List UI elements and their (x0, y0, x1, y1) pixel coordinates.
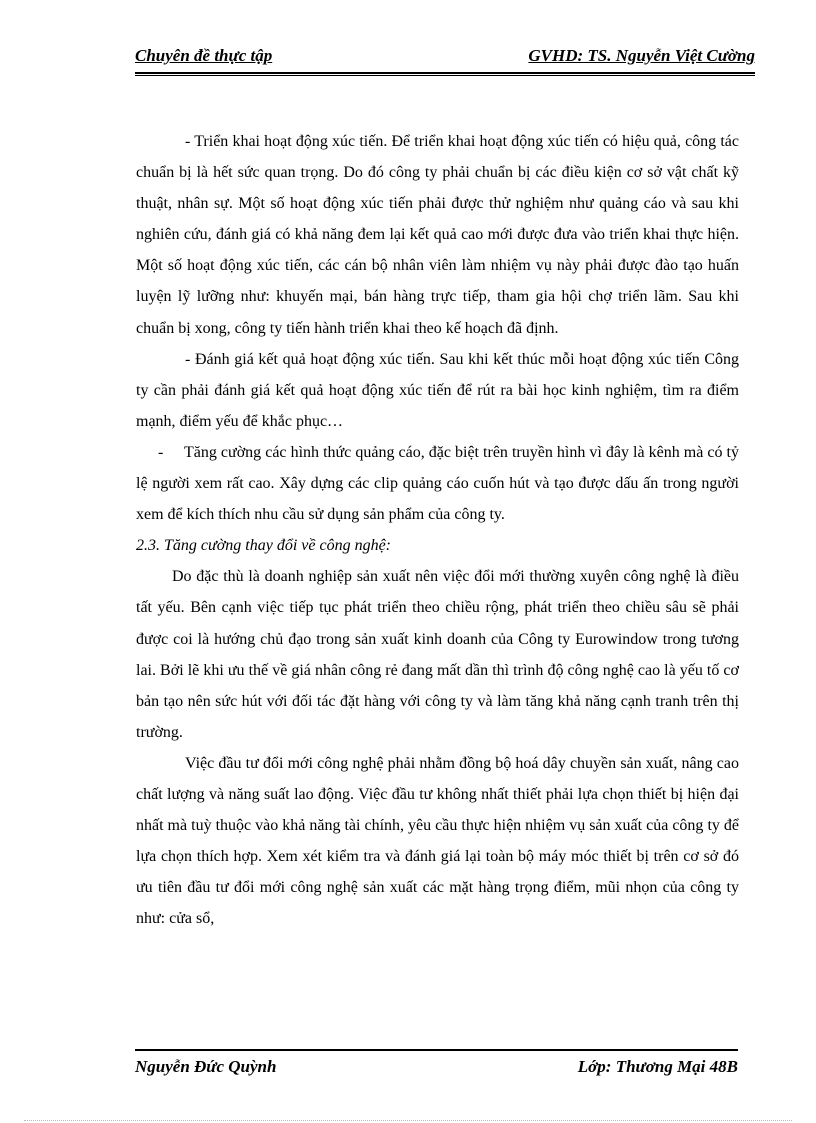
footer-class: Lớp: Thương Mại 48B (577, 1057, 738, 1076)
header-rule (135, 72, 755, 76)
list-dash: - (158, 443, 164, 461)
paragraph-technology-necessity: Do đặc thù là doanh nghiệp sản xuất nên việc đổi mới thường xuyên công nghệ là điều tất yếu. Bên cạnh việc tiếp tục phát triển theo chiều rộng, phát triển theo chiều sâu sẽ phải được coi là hướng chủ đạo trong sản xuất kinh doanh của Công ty Eurowindow trong tương lai. Bởi lẽ khi ưu thế về giá nhân công rẻ đang mất dần thì trình độ công nghệ cao là yếu tố cơ bản tạo nên sức hút với đối tác đặt hàng với công ty và làm tăng khả năng cạnh tranh trên thị trường. (136, 568, 739, 741)
list-item-text: Tăng cường các hình thức quảng cáo, đặc biệt trên truyền hình vì đây là kênh mà có tỷ lệ người xem rất cao. Xây dựng các clip quảng cáo cuốn hút và tạo được dấu ấn trong người xem để kích thích nhu cầu sử dụng sản phẩm của công ty. (136, 443, 739, 524)
paragraph-promotion-evaluation: - Đánh giá kết quả hoạt động xúc tiến. Sau khi kết thúc mỗi hoạt động xúc tiến Công ty cần phải đánh giá kết quả hoạt động xúc tiến để rút ra bài học kinh nghiệm, tìm ra điểm mạnh, điểm yếu để khắc phục… (136, 350, 739, 430)
footer-rule (135, 1049, 738, 1051)
page-header (135, 46, 755, 74)
header-advisor: GVHD: TS. Nguyễn Việt Cường (528, 46, 755, 65)
page-edge (24, 1120, 792, 1121)
page-body (136, 126, 739, 934)
section-heading: 2.3. Tăng cường thay đổi về công nghệ: (136, 537, 391, 555)
paragraph-promotion-implementation: - Triển khai hoạt động xúc tiến. Để triển khai hoạt động xúc tiến có hiệu quả, công tác chuẩn bị là hết sức quan trọng. Do đó công ty phải chuẩn bị các điều kiện cơ sở vật chất kỹ thuật, nhân sự. Một số hoạt động xúc tiến phải được thử nghiệm như quảng cáo và sau khi nghiên cứu, đánh giá có khả năng đem lại kết quả cao mới được đưa vào triển khai thực hiện. Một số hoạt động xúc tiến, các cán bộ nhân viên làm nhiệm vụ này phải được đào tạo huấn luyện lỹ lưỡng như: khuyến mại, bán hàng trực tiếp, tham gia hội chợ triển lãm. Sau khi chuẩn bị xong, công ty tiến hành triển khai theo kế hoạch đã định. (136, 133, 739, 337)
footer-author: Nguyễn Đức Quỳnh (135, 1057, 277, 1076)
paragraph-technology-investment: Việc đầu tư đổi mới công nghệ phải nhằm đồng bộ hoá dây chuyền sản xuất, nâng cao chất lượng và năng suất lao động. Việc đầu tư không nhất thiết phải lựa chọn thiết bị hiện đại nhất mà tuỳ thuộc vào khả năng tài chính, yêu cầu thực hiện nhiệm vụ sản xuất của công ty để lựa chọn thích hợp. Xem xét kiểm tra và đánh giá lại toàn bộ máy móc thiết bị trên cơ sở đó ưu tiên đầu tư đổi mới công nghệ sản xuất các mặt hàng trọng điểm, mũi nhọn của công ty như: cửa sổ, (136, 754, 739, 928)
list-item-advertising (136, 437, 739, 530)
page-footer (135, 1057, 738, 1083)
header-topic: Chuyên đề thực tập (135, 46, 273, 65)
